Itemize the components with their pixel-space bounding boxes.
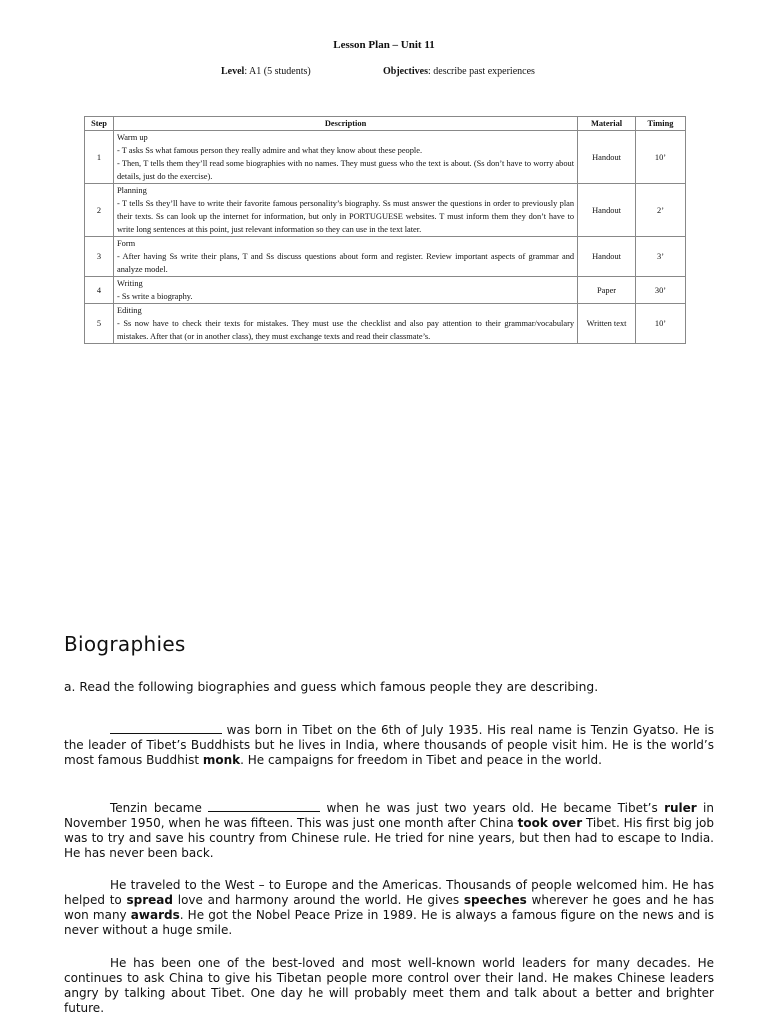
description-line: - T tells Ss they’ll have to write their favorite famous personality’s biography. Ss must answer the questions in order to previously plan their texts. Ss can look up the internet for information, but only in PORTUGUESE websites. T must inform them they don’t have to write long sentences at this point, just relevant information so they can use in the text later. (116, 199, 575, 235)
timing-cell: 2’ (636, 184, 686, 237)
table-row (85, 277, 686, 304)
lesson-plan-table (84, 116, 686, 344)
description-cell (113, 131, 577, 184)
step-cell: 3 (85, 237, 114, 277)
description-cell (113, 184, 577, 237)
objectives-info (383, 66, 535, 77)
exercise-instruction: a. Read the following biographies and guess which famous people they are describing. (64, 680, 599, 694)
stage-name: Editing (116, 306, 142, 316)
title-blank[interactable] (208, 800, 320, 812)
lesson-plan-title: Lesson Plan – Unit 11 (333, 39, 435, 51)
description-line: - T asks Ss what famous person they really admire and what they know about these people. (116, 146, 423, 156)
description-cell (113, 237, 577, 277)
header-timing: Timing (636, 117, 686, 131)
description-line: - Then, T tells them they’ll read some biographies with no names. They must guess who the text is about. (Ss don’t have to worry about details, just do the exercise). (116, 159, 575, 182)
material-cell: Written text (578, 304, 636, 344)
header-step: Step (85, 117, 114, 131)
timing-cell: 10’ (636, 131, 686, 184)
description-cell (113, 277, 577, 304)
level-info (221, 66, 311, 77)
timing-cell: 10’ (636, 304, 686, 344)
name-blank[interactable] (110, 722, 222, 734)
table-row (85, 131, 686, 184)
biography-paragraph-3: He traveled to the West – to Europe and the Americas. Thousands of people welcomed him. He has helped to spread love and harmony around the world. He gives speeches wherever he goes and he has won many awards. He got the Nobel Peace Prize in 1989. He is always a famous figure on the news and is never without a huge smile. (64, 878, 714, 937)
header-material: Material (578, 117, 636, 131)
objectives-value: : describe past experiences (428, 66, 535, 77)
step-cell: 4 (85, 277, 114, 304)
table-row (85, 304, 686, 344)
description-line: - After having Ss write their plans, T and Ss discuss questions about form and register. Review important aspects of grammar and analyze model. (116, 252, 575, 275)
biography-paragraph-2: Tenzin became when he was just two years old. He became Tibet’s ruler in November 1950, when he was fifteen. This was just one month after China took over Tibet. His first big job was to try and save his country from Chinese rule. He tried for nine years, but then had to escape to India. He has never been back. (64, 801, 714, 860)
table-row (85, 184, 686, 237)
description-line: - Ss now have to check their texts for mistakes. They must use the checklist and also pay attention to their grammar/vocabulary mistakes. After that (or in another class), they must exchange texts and read their classmate’s. (116, 319, 575, 342)
material-cell: Handout (578, 237, 636, 277)
timing-cell: 3’ (636, 237, 686, 277)
step-cell: 2 (85, 184, 114, 237)
stage-name: Warm up (116, 133, 148, 143)
description-cell (113, 304, 577, 344)
biographies-heading: Biographies (64, 632, 186, 656)
biography-paragraph-4: He has been one of the best-loved and most well-known world leaders for many decades. He continues to ask China to give his Tibetan people more control over their land. He makes Chinese leaders angry by talking about Tibet. One day he will probably meet them and talk about a better and brighter future. (64, 956, 714, 1015)
header-description: Description (113, 117, 577, 131)
step-cell: 1 (85, 131, 114, 184)
table-row (85, 237, 686, 277)
table-header-row (85, 117, 686, 131)
stage-name: Form (116, 239, 136, 249)
stage-name: Planning (116, 186, 147, 196)
level-label: Level (221, 66, 245, 77)
material-cell: Paper (578, 277, 636, 304)
step-cell: 5 (85, 304, 114, 344)
objectives-label: Objectives (383, 66, 428, 77)
description-line: - Ss write a biography. (116, 292, 193, 302)
material-cell: Handout (578, 184, 636, 237)
timing-cell: 30’ (636, 277, 686, 304)
level-value: : A1 (5 students) (244, 66, 311, 77)
biography-paragraph-1: was born in Tibet on the 6th of July 1935. His real name is Tenzin Gyatso. He is the leader of Tibet’s Buddhists but he lives in India, where thousands of people visit him. He is the world’s most famous Buddhist monk. He campaigns for freedom in Tibet and peace in the world. (64, 723, 714, 767)
material-cell: Handout (578, 131, 636, 184)
stage-name: Writing (116, 279, 143, 289)
